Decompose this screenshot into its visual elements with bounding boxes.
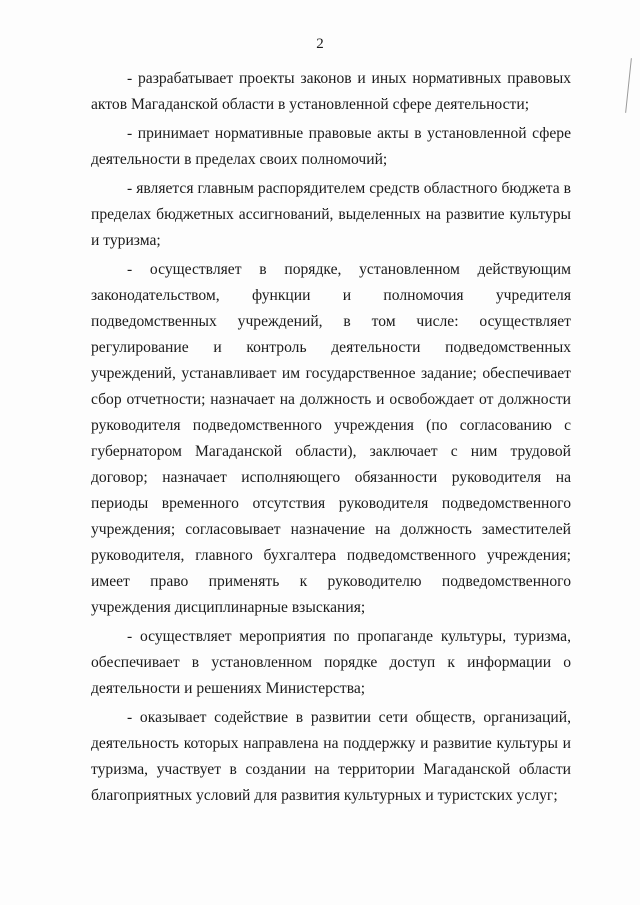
paragraph-assistance: - оказывает содействие в развитии сети обществ, организаций, деятельность которых направлена на поддержку и развитие культуры и туризма, участвует в создании на территории Магаданской области благоприятных условий для развития культурных и туристских услуг; — [91, 709, 571, 804]
scan-margin-mark — [625, 58, 632, 113]
paragraph-normative-acts: - принимает нормативные правовые акты в установленной сфере деятельности в пределах своих полномочий; — [91, 125, 571, 168]
paragraph-propaganda: - осуществляет мероприятия по пропаганде культуры, туризма, обеспечивает в установленном порядке доступ к информации о деятельности и решениях Министерства; — [91, 628, 571, 697]
paragraph-draft-laws: - разрабатывает проекты законов и иных нормативных правовых актов Магаданской области в установленной сфере деятельности; — [91, 70, 571, 113]
paragraph-founder-functions: - осуществляет в порядке, установленном действующим законодательством, функции и полномочия учредителя подведомственных учреждений, в том числе: осуществляет регулирование и контроль деятельности подведомственных учреждений, устанавливает им государственное задание; обеспечивает сбор отчетности; назначает на должность и освобождает от должности руководителя подведомственного учреждения (по согласованию с губернатором Магаданской области), заключает с ним трудовой договор; назначает исполняющего обязанности руководителя на периоды временного отсутствия руководителя подведомственного учреждения; согласовывает назначение на должность заместителей руководителя, главного бухгалтера подведомственного учреждения; имеет право применять к руководителю подведомственного учреждения дисциплинарные взыскания; — [91, 261, 571, 616]
document-body — [91, 66, 571, 812]
page-number: 2 — [316, 36, 324, 52]
paragraph-budget-manager: - является главным распорядителем средств областного бюджета в пределах бюджетных ассигнований, выделенных на развитие культуры и туризма; — [91, 180, 571, 249]
